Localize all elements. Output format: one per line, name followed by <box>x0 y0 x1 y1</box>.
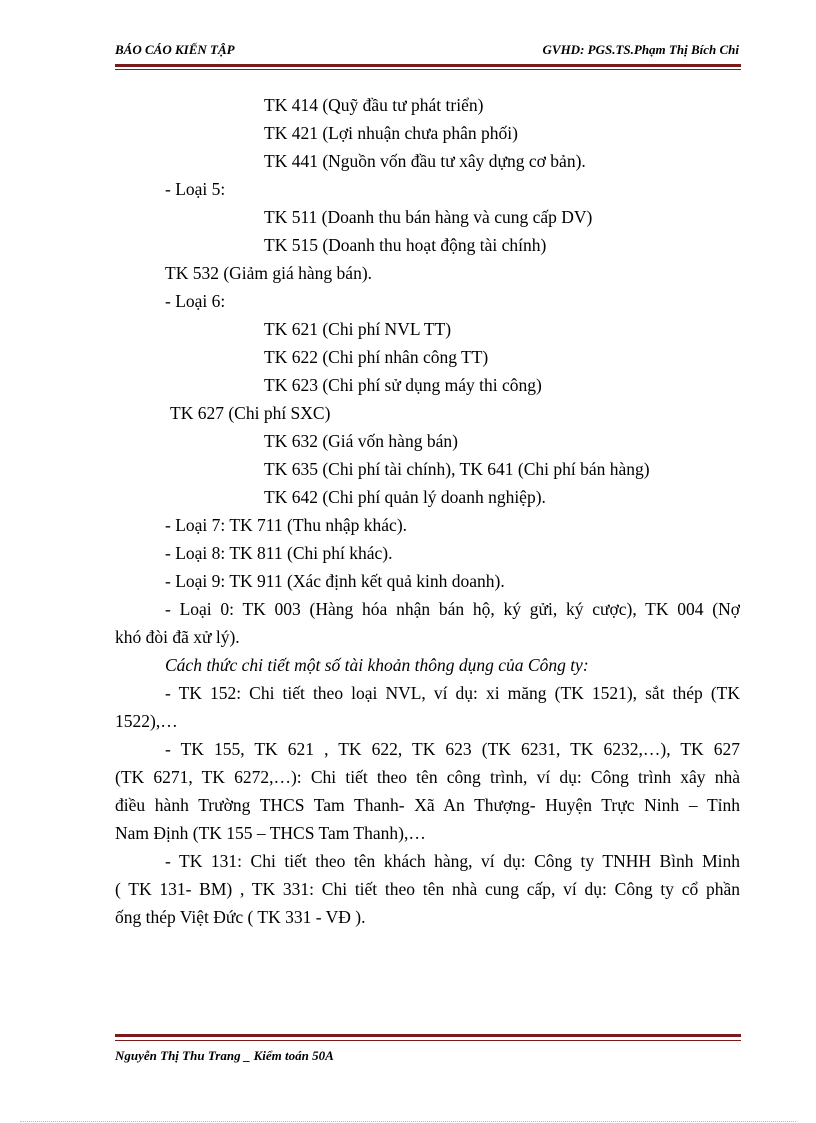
text-line: - Loại 6: <box>165 291 226 311</box>
paragraph-tk-155 <box>115 739 740 843</box>
text-line: ( TK 131- BM) , TK 331: Chi tiết theo tên nhà cung cấp, ví dụ: Công ty cổ phần <box>115 879 740 899</box>
text-line: TK 511 (Doanh thu bán hàng và cung cấp DV) <box>264 207 593 227</box>
text-line: - TK 155, TK 621 , TK 622, TK 623 (TK 6231, TK 6232,…), TK 627 <box>165 739 740 759</box>
page-header <box>115 42 741 60</box>
text-line: TK 414 (Quỹ đầu tư phát triển) <box>264 95 484 115</box>
text-line: TK 635 (Chi phí tài chính), TK 641 (Chi phí bán hàng) <box>264 459 650 479</box>
section-heading: Cách thức chi tiết một số tài khoản thông dụng của Công ty: <box>165 655 589 675</box>
text-line: TK 623 (Chi phí sử dụng máy thi công) <box>264 375 542 395</box>
paragraph-tk-152 <box>115 683 740 731</box>
text-line: TK 421 (Lợi nhuận chưa phân phối) <box>264 123 518 143</box>
text-line: TK 627 (Chi phí SXC) <box>170 403 331 423</box>
text-line: TK 621 (Chi phí NVL TT) <box>264 319 452 339</box>
text-line: 1522),… <box>115 711 178 731</box>
text-line: - Loại 7: TK 711 (Thu nhập khác). <box>165 515 408 535</box>
author-footer: Nguyễn Thị Thu Trang _ Kiểm toán 50A <box>115 1048 334 1063</box>
header-rule-thin <box>115 69 741 70</box>
text-line: - TK 131: Chi tiết theo tên khách hàng, ví dụ: Công ty TNHH Bình Minh <box>165 851 740 871</box>
page-edge-divider <box>20 1121 796 1122</box>
supervisor-label: GVHD: PGS.TS.Phạm Thị Bích Chi <box>542 42 739 57</box>
text-line: (TK 6271, TK 6272,…): Chi tiết theo tên công trình, ví dụ: Công trình xây nhà <box>115 767 740 787</box>
text-line: TK 515 (Doanh thu hoạt động tài chính) <box>264 235 547 255</box>
text-line: TK 441 (Nguồn vốn đầu tư xây dựng cơ bản). <box>264 151 586 171</box>
text-line: TK 622 (Chi phí nhân công TT) <box>264 347 489 367</box>
text-line: TK 642 (Chi phí quản lý doanh nghiệp). <box>264 487 546 507</box>
footer-rule-thick <box>115 1034 741 1037</box>
text-line: - Loại 9: TK 911 (Xác định kết quả kinh doanh). <box>165 571 505 591</box>
text-line: - Loại 0: TK 003 (Hàng hóa nhận bán hộ, ký gửi, ký cược), TK 004 (Nợ <box>165 599 740 619</box>
text-line: điều hành Trường THCS Tam Thanh- Xã An Thượng- Huyện Trực Ninh – Tỉnh <box>115 795 740 815</box>
text-line: - Loại 5: <box>165 179 226 199</box>
text-line: - Loại 8: TK 811 (Chi phí khác). <box>165 543 393 563</box>
paragraph-loai-0 <box>115 599 740 647</box>
report-title: BÁO CÁO KIẾN TẬP <box>115 42 235 57</box>
text-line: khó đòi đã xử lý). <box>115 627 240 647</box>
text-line: - TK 152: Chi tiết theo loại NVL, ví dụ: xi măng (TK 1521), sắt thép (TK <box>165 683 740 703</box>
paragraph-tk-131 <box>115 851 740 927</box>
header-rule-thick <box>115 64 741 67</box>
footer-rule-thin <box>115 1040 741 1041</box>
text-line: TK 532 (Giảm giá hàng bán). <box>165 263 373 283</box>
text-line: ống thép Việt Đức ( TK 331 - VĐ ). <box>115 907 366 927</box>
text-line: Nam Định (TK 155 – THCS Tam Thanh),… <box>115 823 426 843</box>
text-line: TK 632 (Giá vốn hàng bán) <box>264 431 458 451</box>
